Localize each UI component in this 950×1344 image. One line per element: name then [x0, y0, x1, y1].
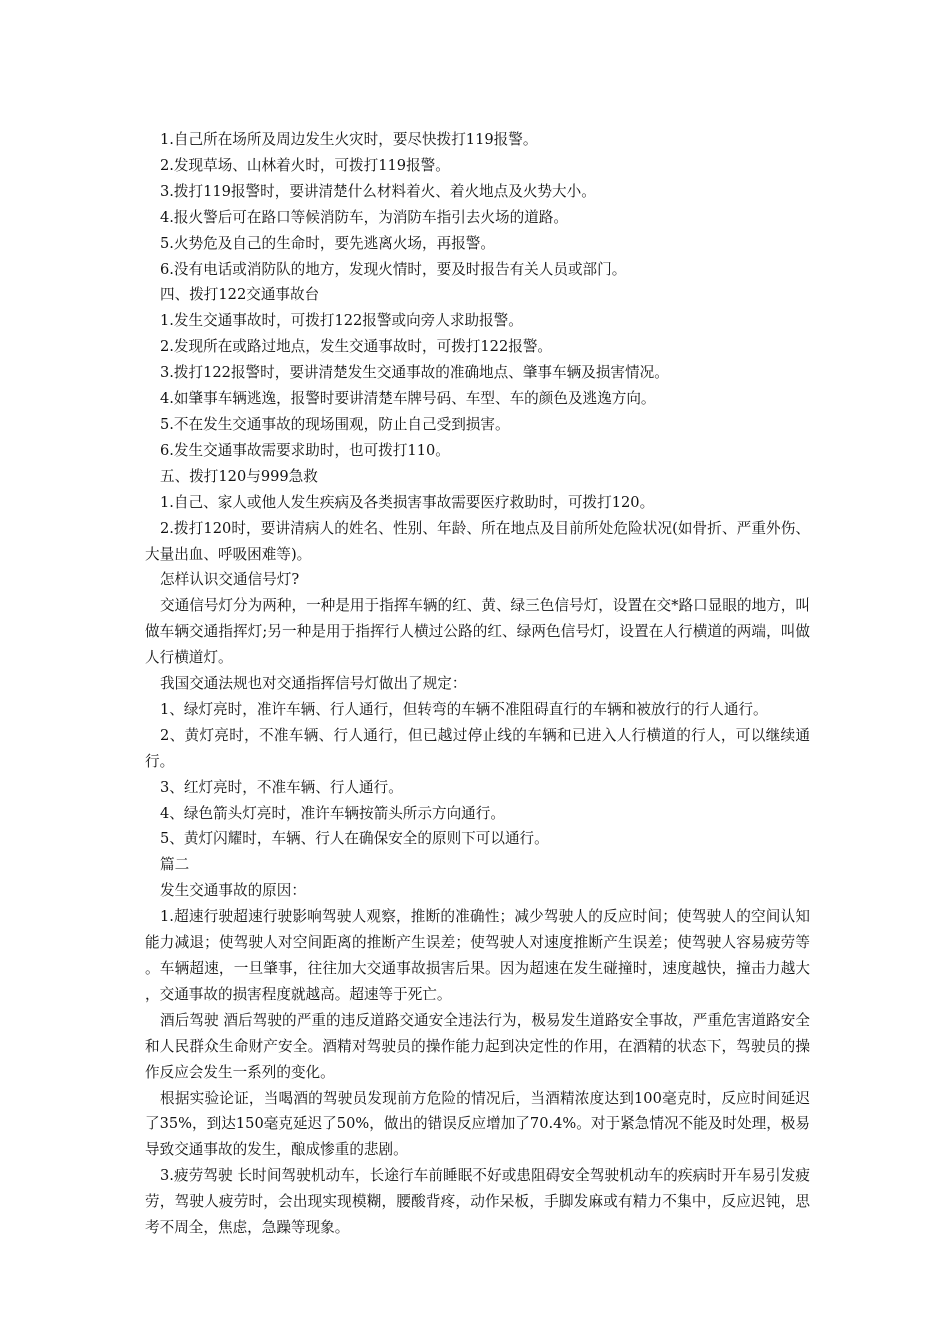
paragraph: 3.拨打122报警时，要讲清楚发生交通事故的准确地点、肇事车辆及损害情况。	[160, 364, 669, 382]
paragraph: 1.自己、家人或他人发生疾病及各类损害事故需要医疗救助时，可拨打120。	[160, 493, 655, 511]
paragraph: 5.火势危及自己的生命时，要先逃离火场，再报警。	[160, 234, 495, 252]
paragraph: 2.发现所在或路过地点，发生交通事故时，可拨打122报警。	[160, 338, 553, 356]
paragraph: 根据实验论证，当喝酒的驾驶员发现前方危险的情况后，当酒精浓度达到100毫克时，反应时间延迟了35%，到达150毫克延迟了50%，做出的错误反应增加了70.4%。对于紧急情况不能及时处理，极易导致交通事故的发生，酿成惨重的悲剧。	[145, 1089, 810, 1159]
paragraph: 5、黄灯闪耀时，车辆、行人在确保安全的原则下可以通行。	[160, 830, 549, 848]
paragraph: 我国交通法规也对交通指挥信号灯做出了规定：	[160, 675, 467, 693]
paragraph: 6.没有电话或消防队的地方，发现火情时，要及时报告有关人员或部门。	[160, 260, 627, 278]
paragraph: 2.拨打120时，要讲清病人的姓名、性别、年龄、所在地点及目前所处危险状况(如骨折、严重外伤、大量出血、呼吸困难等)。	[145, 519, 810, 563]
paragraph: 2、黄灯亮时，不准车辆、行人通行，但已越过停止线的车辆和已进入人行横道的行人，可以继续通行。	[145, 726, 810, 770]
section-heading: 五、拨打120与999急救	[160, 467, 318, 485]
paragraph: 2.发现草场、山林着火时，可拨打119报警。	[160, 156, 450, 174]
paragraph: 5.不在发生交通事故的现场围观，防止自己受到损害。	[160, 415, 510, 433]
paragraph: 3.拨打119报警时，要讲清楚什么材料着火、着火地点及火势大小。	[160, 182, 596, 200]
section-heading: 怎样认识交通信号灯?	[160, 571, 300, 589]
section-heading: 四、拨打122交通事故台	[160, 286, 320, 304]
paragraph: 4.如肇事车辆逃逸，报警时要讲清楚车牌号码、车型、车的颜色及逃逸方向。	[160, 390, 656, 408]
paragraph: 3.疲劳驾驶 长时间驾驶机动车，长途行车前睡眠不好或患阻碍安全驾驶机动车的疾病时开车易引发疲劳，驾驶人疲劳时，会出现实现模糊，腰酸背疼，动作呆板，手脚发麻或有精力不集中，反应迟钝，思考不周全，焦虑，急躁等现象。	[145, 1167, 810, 1237]
paragraph: 4、绿色箭头灯亮时，准许车辆按箭头所示方向通行。	[160, 804, 505, 822]
paragraph: 1.发生交通事故时，可拨打122报警或向旁人求助报警。	[160, 312, 523, 330]
document-body	[145, 127, 810, 1241]
paragraph: 3、红灯亮时，不准车辆、行人通行。	[160, 778, 403, 796]
paragraph: 1、绿灯亮时，准许车辆、行人通行，但转弯的车辆不准阻碍直行的车辆和被放行的行人通行。	[160, 700, 768, 718]
paragraph: 1.自己所在场所及周边发生火灾时，要尽快拨打119报警。	[160, 131, 538, 148]
paragraph: 4.报火警后可在路口等候消防车，为消防车指引去火场的道路。	[160, 208, 568, 226]
section-heading: 篇二	[160, 856, 190, 874]
paragraph: 酒后驾驶 酒后驾驶的严重的违反道路交通安全违法行为，极易发生道路安全事故，严重危害道路安全和人民群众生命财产安全。酒精对驾驶员的操作能力起到决定性的作用，在酒精的状态下，驾驶员的操作反应会发生一系列的变化。	[145, 1011, 810, 1081]
paragraph: 6.发生交通事故需要求助时，也可拨打110。	[160, 441, 450, 459]
paragraph: 1.超速行驶超速行驶影响驾驶人观察，推断的准确性；减少驾驶人的反应时间；使驾驶人的空间认知能力减退；使驾驶人对空间距离的推断产生误差；使驾驶人对速度推断产生误差；使驾驶人容易疲劳等。车辆超速，一旦肇事，往往加大交通事故损害后果。因为超速在发生碰撞时，速度越快，撞击力越大，交通事故的损害程度就越高。超速等于死亡。	[145, 908, 810, 1003]
paragraph: 发生交通事故的原因：	[160, 882, 306, 900]
paragraph: 交通信号灯分为两种，一种是用于指挥车辆的红、黄、绿三色信号灯，设置在交*路口显眼的地方，叫做车辆交通指挥灯;另一种是用于指挥行人横过公路的红、绿两色信号灯，设置在人行横道的两端，叫做人行横道灯。	[145, 597, 810, 667]
